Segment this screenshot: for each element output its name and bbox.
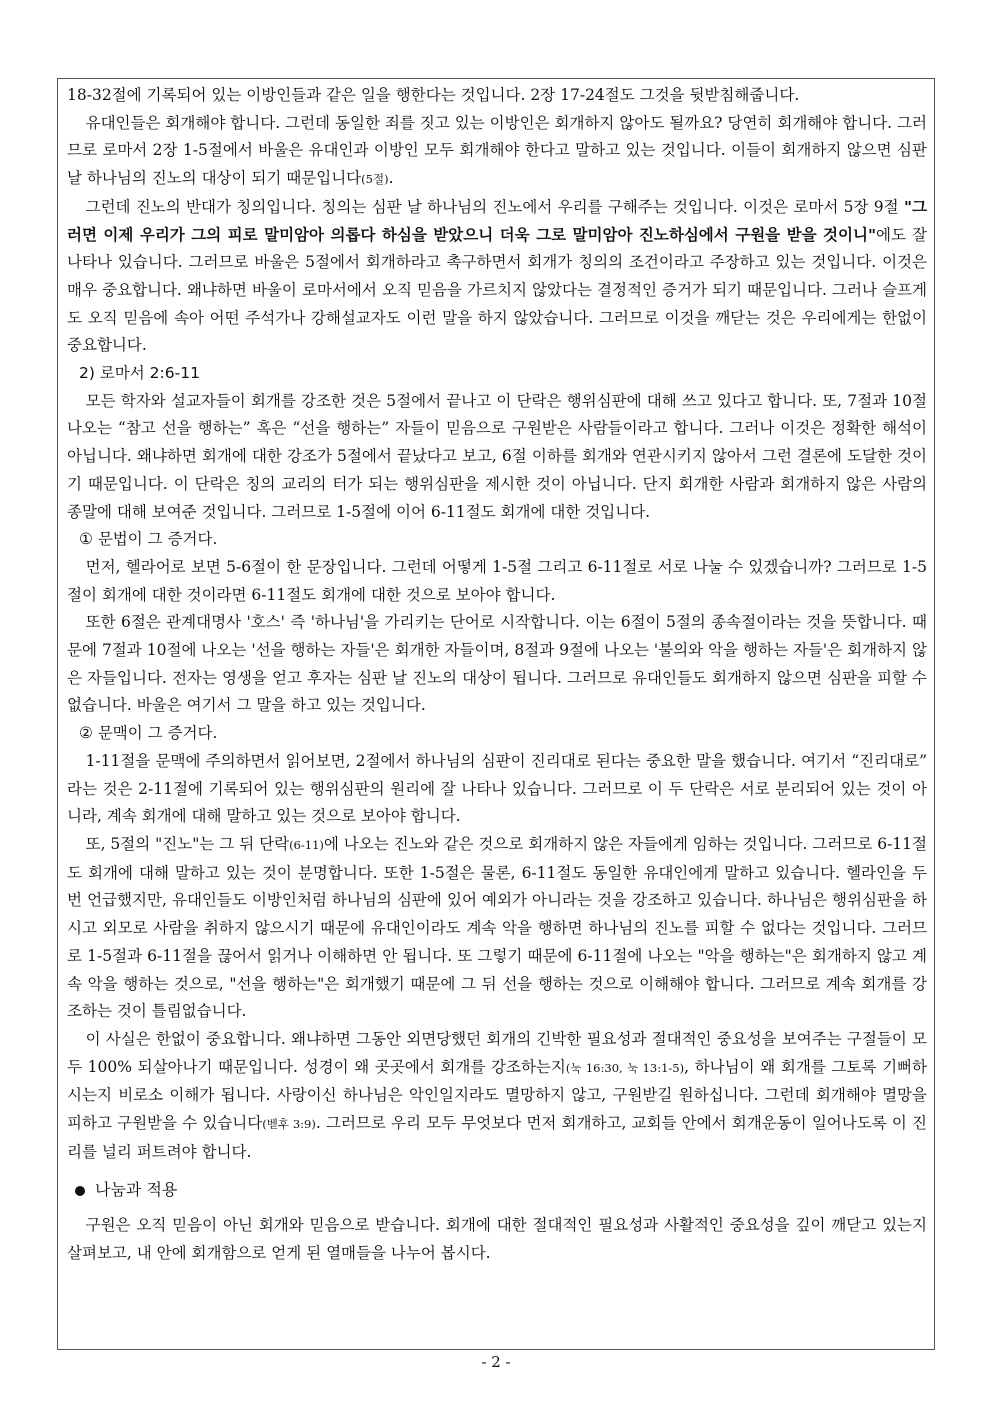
paragraph-5: 먼저, 헬라어로 보면 5-6절이 한 문장입니다. 그런데 어떻게 1-5절 그리고 6-11절로 서로 나눌 수 있겠습니까? 그러므로 1-5절이 회개에 대한 것이라면 6-11절도 회개에 대한 것으로 보아야 합니다. [67,557,927,604]
verse-reference: (5절) [361,172,389,187]
paragraph-9-text-b: , 하나님이 왜 회개를 그토록 기뻐하시는지 비로소 이해가 됩니다. 사랑이신 하나님은 악인일지라도 멸망하지 않고, 구원받길 원하십니다. 그런데 회개해야 멸망을 피하고 구원받을 수 있습니다 [67,1057,927,1133]
section-title: 나눔과 적용 [95,1180,178,1200]
verse-reference: (6-11) [289,837,324,852]
paragraph-7: 1-11절을 문맥에 주의하면서 읽어보면, 2절에서 하나님의 심판이 진리대로 된다는 중요한 말을 했습니다. 여기서 “진리대로” 라는 것은 2-11절에 기록되어 있는 행위심판의 원리에 잘 나타나 있습니다. 그러므로 이 두 단락은 서로 분리되어 있는 것이 아니라, 계속 회개에 대해 말하고 있는 것으로 보아야 합니다. [67,751,927,826]
verse-reference: (벧후 3:9) [262,1117,316,1132]
paragraph-3-text-b: 에도 잘 나타나 있습니다. 그러므로 바울은 5절에서 회개하라고 촉구하면서 회개가 칭의의 조건이라고 주장하고 있는 것입니다. 이것은 매우 중요합니다. 왜냐하면 바울이 로마서에서 오직 믿음을 가르치지 않았다는 결정적인 증거가 되기 때문입니다. 그러나 슬프게도 오직 믿음에 속아 어떤 주석가나 강해설교자도 이런 말을 하지 않았습니다. 그러므로 이것을 깨닫는 것은 우리에게는 한없이 중요합니다. [67,225,927,355]
bullet-icon [75,1186,85,1196]
subheading-context: ② 문맥이 그 증거다. [79,724,218,743]
paragraph-2-text: 유대인들은 회개해야 합니다. 그런데 동일한 죄를 짓고 있는 이방인은 회개하지 않아도 될까요? 당연히 회개해야 합니다. 그러므로 로마서 2장 1-5절에서 바울은 유대인과 이방인 모두 회개해야 한다고 말하고 있는 것입니다. 이들이 회개하지 않으면 심판 날 하나님의 진노의 대상이 되기 때문입니다 [67,113,927,188]
bible-quote: "그러면 이제 우리가 그의 피로 말미암아 의롭다 하심을 받았으니 더욱 그로 말미암아 진노하심에서 구원을 받을 것이니" [67,197,927,244]
verse-reference: (눅 16:30, 눅 13:1-5) [565,1060,685,1075]
subheading-grammar: ① 문법이 그 증거다. [79,530,218,549]
section-heading [75,1176,927,1204]
paragraph-3-text: 그런데 진노의 반대가 칭의입니다. 칭의는 심판 날 하나님의 진노에서 우리를 구해주는 것입니다. 이것은 로마서 5장 9절 [85,197,904,216]
paragraph-3 [67,194,927,360]
subheading-romans: 2) 로마서 2:6-11 [79,364,200,383]
document-body [67,82,927,1268]
paragraph-8 [67,831,927,1026]
paragraph-2-end: . [388,169,394,188]
paragraph-9-text-c: . 그러므로 우리 모두 무엇보다 먼저 회개하고, 교회들 안에서 회개운동이 일어나도록 이 진리를 널리 퍼트려야 합니다. [67,1114,928,1161]
paragraph-10: 구원은 오직 믿음이 아닌 회개와 믿음으로 받습니다. 회개에 대한 절대적인 필요성과 사활적인 중요성을 깊이 깨닫고 있는지 살펴보고, 내 안에 회개함으로 얻게 된 열매들을 나누어 봅시다. [67,1216,927,1263]
paragraph-4: 모든 학자와 설교자들이 회개를 강조한 것은 5절에서 끝나고 이 단락은 행위심판에 대해 쓰고 있다고 합니다. 또, 7절과 10절 나오는 “참고 선을 행하는” 혹은 “선을 행하는” 자들이 믿음으로 구원받은 사람들이라고 합니다. 그러나 이것은 정확한 해석이 아닙니다. 왜냐하면 회개에 대한 강조가 5절에서 끝났다고 보고, 6절 이하를 회개와 연관시키지 않아서 그런 결론에 도달한 것이기 때문입니다. 이 단락은 칭의 교리의 터가 되는 행위심판을 제시한 것이 아닙니다. 단지 회개한 사람과 회개하지 않은 사람의 종말에 대해 보여준 것입니다. 그러므로 1-5절에 이어 6-11절도 회개에 대한 것입니다. [67,391,927,521]
paragraph-1: 18-32절에 기록되어 있는 이방인들과 같은 일을 행한다는 것입니다. 2장 17-24절도 그것을 뒷받침해줍니다. [67,86,800,104]
paragraph-8-text: 또, 5절의 "진노"는 그 뒤 단락 [85,834,290,853]
paragraph-6: 또한 6절은 관계대명사 '호스' 즉 '하나님'을 가리키는 단어로 시작합니다. 이는 6절이 5절의 종속절이라는 것을 뜻합니다. 때문에 7절과 10절에 나오는 '선을 행하는 자들'은 회개한 자들이며, 8절과 9절에 나오는 '불의와 악을 행하는 자들'은 회개하지 않은 자들입니다. 전자는 영생을 얻고 후자는 심판 날 진노의 대상이 됩니다. 그러므로 유대인들도 회개하지 않으면 심판을 피할 수 없습니다. 바울은 여기서 그 말을 하고 있는 것입니다. [67,613,927,715]
paragraph-8-text-b: 에 나오는 진노와 같은 것으로 회개하지 않은 자들에게 임하는 것입니다. 그러므로 6-11절도 회개에 대해 말하고 있는 것이 분명합니다. 또한 1-5절은 물론, 6-11절도 동일한 유대인에게 말하고 있습니다. 헬라인을 두 번 언급했지만, 유대인들도 이방인처럼 하나님의 심판에 있어 예외가 아니라는 것을 강조하고 있습니다. 하나님은 행위심판을 하시고 외모로 사람을 취하지 않으시기 때문에 유대인이라도 계속 악을 행하면 하나님의 진노를 피할 수 없다는 것입니다. 그러므로 1-5절과 6-11절을 끊어서 읽거나 이해하면 안 됩니다. 또 그렇기 때문에 6-11절에 나오는 "악을 행하는"은 회개하지 않고 계속 악을 행하는 것으로, "선을 행하는"은 회개했기 때문에 그 뒤 선을 행하는 것으로 이해해야 합니다. 그러므로 계속 회개를 강조하는 것이 틀림없습니다. [67,834,928,1021]
page-number: - 2 - [481,1353,511,1371]
paragraph-2 [67,110,927,194]
paragraph-9 [67,1026,927,1167]
paragraph-9-text: 이 사실은 한없이 중요합니다. 왜냐하면 그동안 외면당했던 회개의 긴박한 필요성과 절대적인 중요성을 보여주는 구절들이 모두 100% 되살아나기 때문입니다. 성경이 왜 곳곳에서 회개를 강조하는지 [67,1029,927,1076]
